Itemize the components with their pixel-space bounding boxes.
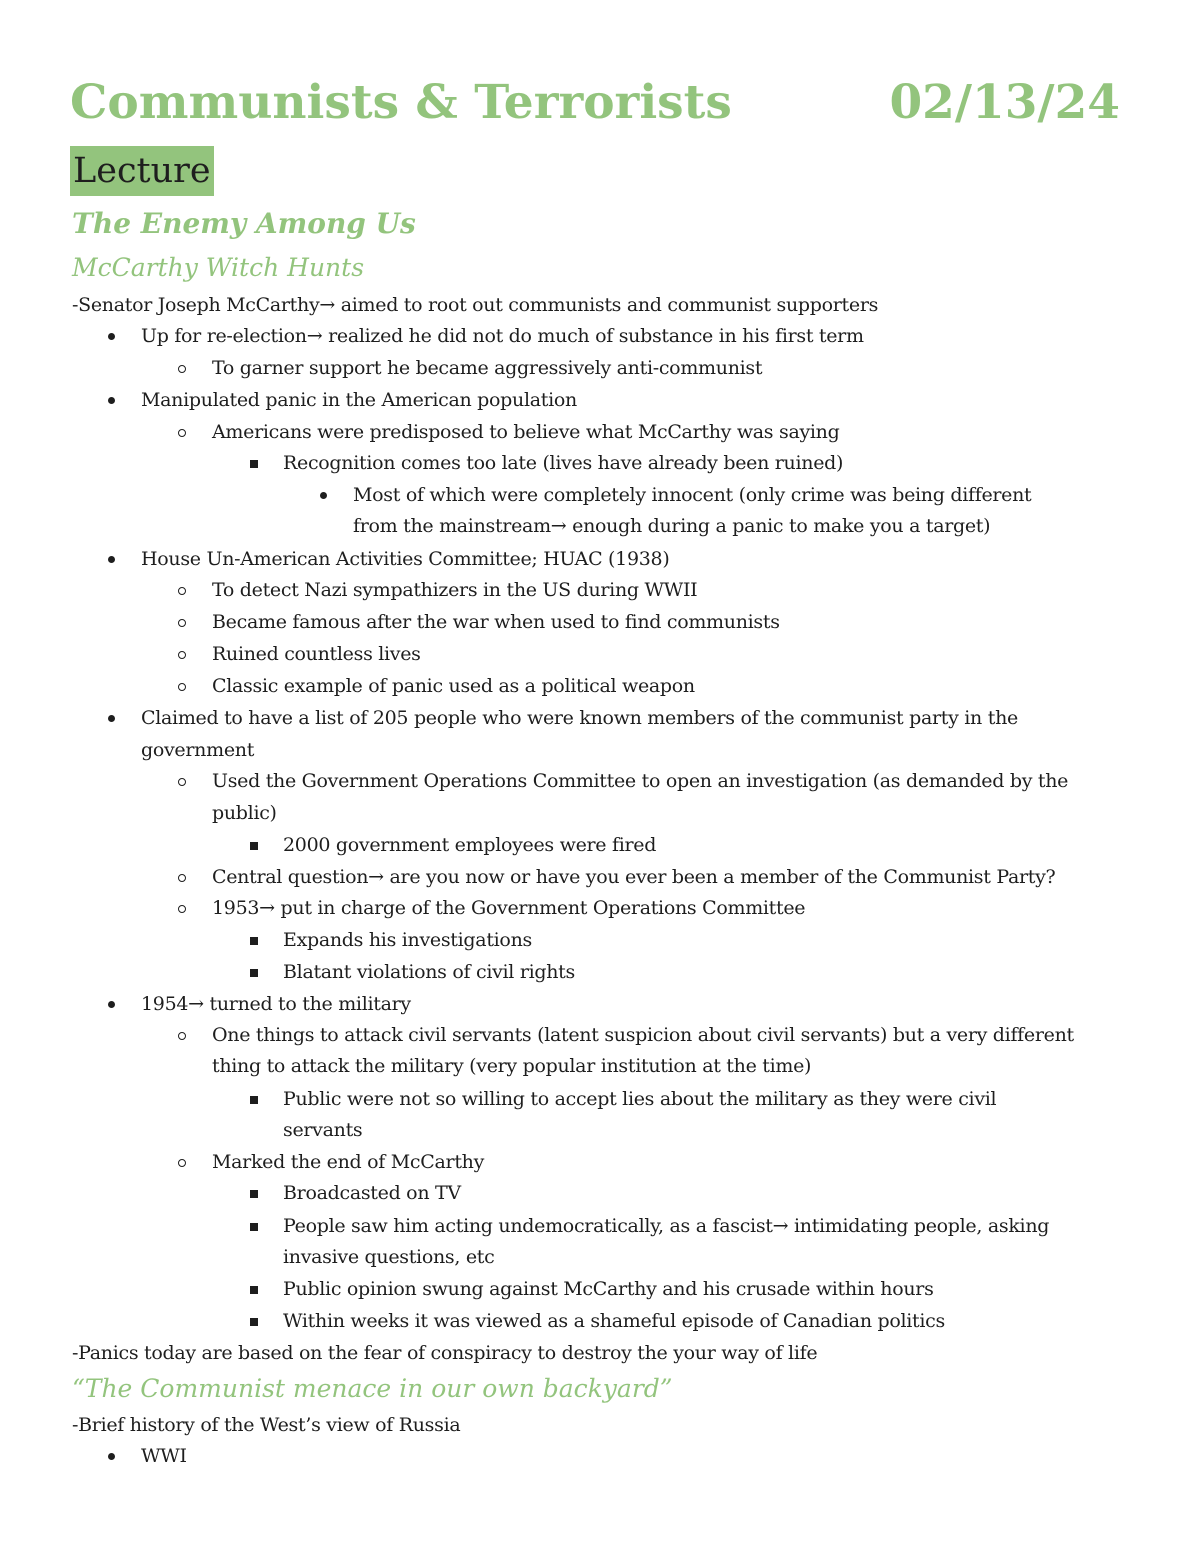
subsection-heading: “The Communist menace in our own backyard” — [72, 1374, 673, 1403]
list-item: Expands his investigations — [283, 929, 532, 951]
list-item: Broadcasted on TV — [283, 1182, 461, 1204]
bullet-circle — [178, 1159, 186, 1167]
bullet-square — [250, 1190, 258, 1198]
list-item-continuation: government — [141, 739, 255, 761]
bullet-disc — [108, 333, 115, 340]
list-item: Central question→ are you now or have you ever been a member of the Communist Party? — [212, 866, 1056, 888]
list-item: WWI — [141, 1445, 187, 1467]
bullet-disc — [108, 1001, 115, 1008]
list-item: One things to attack civil servants (latent suspicion about civil servants) but a very different — [212, 1024, 1074, 1046]
list-item: Public opinion swung against McCarthy and his crusade within hours — [283, 1278, 934, 1300]
text-line: -Senator Joseph McCarthy→ aimed to root out communists and communist supporters — [72, 294, 879, 316]
list-item: Within weeks it was viewed as a shameful episode of Canadian politics — [283, 1310, 945, 1332]
bullet-square — [250, 1318, 258, 1326]
bullet-disc — [108, 556, 115, 563]
page-date: 02/13/24 — [889, 75, 1120, 130]
list-item: Claimed to have a list of 205 people who were known members of the communist party in the — [141, 707, 1018, 729]
list-item: 1953→ put in charge of the Government Operations Committee — [212, 897, 806, 919]
bullet-circle — [178, 683, 186, 691]
list-item-continuation: from the mainstream→ enough during a panic to make you a target) — [353, 515, 991, 537]
bullet-circle — [178, 905, 186, 913]
list-item: Marked the end of McCarthy — [212, 1151, 485, 1173]
lecture-tag: Lecture — [70, 146, 214, 196]
bullet-square — [250, 1223, 258, 1231]
list-item: Blatant violations of civil rights — [283, 961, 575, 983]
list-item: 2000 government employees were fired — [283, 834, 657, 856]
bullet-circle — [178, 619, 186, 627]
list-item: Americans were predisposed to believe what McCarthy was saying — [212, 421, 840, 443]
section-heading: The Enemy Among Us — [72, 207, 416, 240]
bullet-disc — [320, 492, 327, 499]
list-item: Recognition comes too late (lives have already been ruined) — [283, 452, 844, 474]
page-title: Communists & Terrorists — [70, 75, 732, 130]
list-item: Ruined countless lives — [212, 643, 421, 665]
list-item: To detect Nazi sympathizers in the US during WWII — [212, 579, 698, 601]
list-item: Manipulated panic in the American population — [141, 389, 577, 411]
list-item: House Un-American Activities Committee; HUAC (1938) — [141, 548, 670, 570]
bullet-square — [250, 460, 258, 468]
bullet-square — [250, 842, 258, 850]
list-item: Up for re-election→ realized he did not do much of substance in his first term — [141, 325, 864, 347]
list-item: Used the Government Operations Committee to open an investigation (as demanded by the — [212, 770, 1069, 792]
bullet-circle — [178, 1032, 186, 1040]
bullet-disc — [108, 397, 115, 404]
bullet-disc — [108, 1453, 115, 1460]
text-line: -Brief history of the West’s view of Russia — [72, 1414, 461, 1436]
list-item: People saw him acting undemocratically, as a fascist→ intimidating people, asking — [283, 1215, 1050, 1237]
list-item-continuation: servants — [283, 1119, 363, 1141]
bullet-circle — [178, 365, 186, 373]
bullet-square — [250, 1096, 258, 1104]
list-item: To garner support he became aggressively anti-communist — [212, 357, 763, 379]
bullet-circle — [178, 778, 186, 786]
bullet-circle — [178, 651, 186, 659]
list-item: Most of which were completely innocent (only crime was being different — [353, 484, 1032, 506]
bullet-circle — [178, 429, 186, 437]
list-item: 1954→ turned to the military — [141, 993, 411, 1015]
bullet-square — [250, 937, 258, 945]
list-item: Public were not so willing to accept lies about the military as they were civil — [283, 1088, 997, 1110]
list-item-continuation: public) — [212, 802, 277, 824]
list-item-continuation: thing to attack the military (very popular institution at the time) — [212, 1055, 812, 1077]
list-item: Classic example of panic used as a political weapon — [212, 675, 695, 697]
list-item-continuation: invasive questions, etc — [283, 1246, 495, 1268]
title-row — [70, 72, 1120, 134]
text-line: -Panics today are based on the fear of conspiracy to destroy the your way of life — [72, 1342, 818, 1364]
bullet-circle — [178, 587, 186, 595]
bullet-square — [250, 1286, 258, 1294]
bullet-square — [250, 969, 258, 977]
bullet-disc — [108, 715, 115, 722]
bullet-circle — [178, 874, 186, 882]
list-item: Became famous after the war when used to find communists — [212, 611, 780, 633]
subsection-heading: McCarthy Witch Hunts — [72, 253, 365, 282]
